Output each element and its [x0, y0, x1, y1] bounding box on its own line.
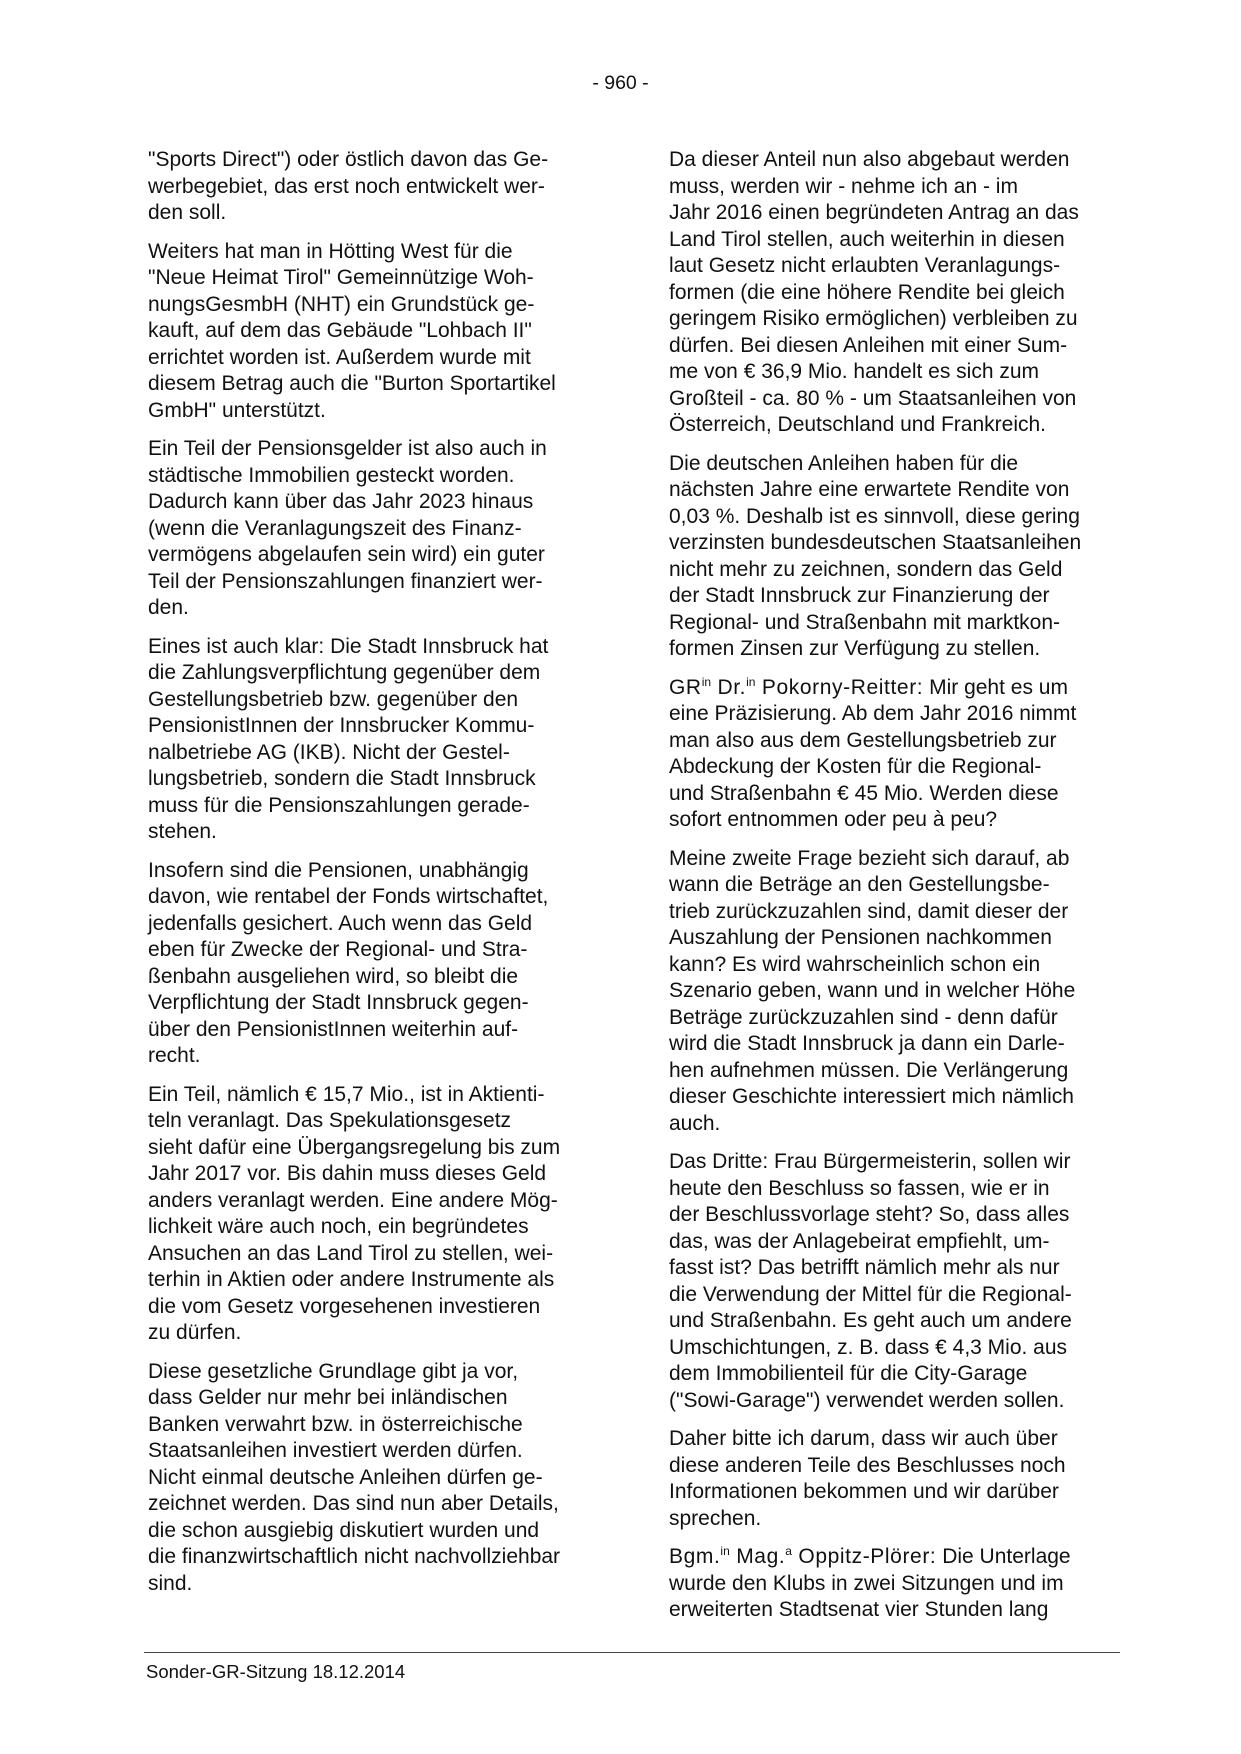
speaker-title: GR: [669, 675, 702, 699]
left-column: [148, 147, 596, 1609]
paragraph: Meine zweite Frage bezieht sich darauf, ab wann die Beträge an den Gestellungsbe- trieb zurückzuzahlen sind, damit dieser der Auszahlung der Pensionen nachkommen kann? Es wird wahrscheinlich schon ein Szenario geben, wann und in welcher Höhe Beträge zurückzuzahlen sind - denn dafür wird die Stadt Innsbruck ja dann ein Darle- hen aufnehmen müssen. Die Verlängerung dieser Geschichte interessiert mich nämlich auch.: [669, 846, 1076, 1135]
speaker-title-superscript: in: [746, 674, 756, 689]
speaker-title: Dr.: [717, 675, 747, 699]
right-paragraphs-middle: [669, 846, 1117, 1533]
speaker-name-oppitz-ploerer: [669, 1545, 936, 1568]
speaker-title: Bgm.: [669, 1545, 721, 1568]
speaker-name-pokorny-reitter: [669, 676, 923, 699]
paragraph: Eines ist auch klar: Die Stadt Innsbruck hat die Zahlungsverpflichtung gegenüber dem Gestellungsbetrieb bzw. gegenüber den PensionistInnen der Innsbrucker Kommu- nalbetriebe AG (IKB). Nicht der Gestel- lungsbetrieb, sondern die Stadt Innsbruck muss für die Pensionszahlungen gerade- stehen.: [148, 634, 549, 843]
speech-text: Mir geht es um eine Präzisierung. Ab dem Jahr 2016 nimmt man also aus dem Gestellungsbetrieb zur Abdeckung der Kosten für die Regional- und Straßenbahn € 45 Mio. Werden diese sofort entnommen oder peu à peu?: [669, 675, 1077, 831]
paragraph: Diese gesetzliche Grundlage gibt ja vor, dass Gelder nur mehr bei inländischen Banken verwahrt bzw. in österreichische Staatsanleihen investiert werden dürfen. Nicht einmal deutsche Anleihen dürfen ge- zeichnet werden. Das sind nun aber Details, die schon ausgiebig diskutiert wurden und die finanzwirtschaftlich nicht nachvollziehbar sind.: [148, 1359, 561, 1595]
speaker-title-superscript: in: [720, 1544, 730, 1558]
speech-text: Die Unterlage wurde den Klubs in zwei Sitzungen und im erweiterten Stadtsenat vier Stunden lang: [669, 1545, 1071, 1621]
right-column: [669, 147, 1117, 1636]
speaker-title-superscript: a: [785, 1544, 792, 1558]
speaker-title-superscript: in: [701, 674, 712, 689]
paragraph: Ein Teil der Pensionsgelder ist also auch in städtische Immobilien gesteckt worden. Dadurch kann über das Jahr 2023 hinaus (wenn die Veranlagungszeit des Finanz- vermögens abgelaufen sein wird) ein guter Teil der Pensionszahlungen finanziert wer- den.: [148, 437, 547, 619]
paragraph: Da dieser Anteil nun also abgebaut werden muss, werden wir - nehme ich an - im Jahr 2016 einen begründeten Antrag an das Land Tirol stellen, auch weiterhin in diesen laut Gesetz nicht erlaubten Veranlagungs- formen (die eine höhere Rendite bei gleich geringem Risiko ermöglichen) verbleiben zu dürfen. Bei diesen Anleihen mit einer Sum- me von € 36,9 Mio. handelt es sich zum Großteil - ca. 80 % - um Staatsanleihen von Österreich, Deutschland und Frankreich.: [669, 148, 1079, 436]
paragraph: Insofern sind die Pensionen, unabhängig davon, wie rentabel der Fonds wirtschaftet, jedenfalls gesichert. Auch wenn das Geld eben für Zwecke der Regional- und Stra- ßenbahn ausgeliehen wird, so bleibt die Verpflichtung der Stadt Innsbruck gegen- über den PensionistInnen weiterhin auf- recht.: [148, 858, 549, 1067]
paragraph: Die deutschen Anleihen haben für die nächsten Jahre eine erwartete Rendite von 0,03 %. Deshalb ist es sinnvoll, diese gering verzinsten bundesdeutschen Staatsanleihen nicht mehr zu zeichnen, sondern das Geld der Stadt Innsbruck zur Finanzierung der Regional- und Straßenbahn mit marktkon- formen Zinsen zur Verfügung zu stellen.: [669, 451, 1082, 660]
speaker-surname: Pokorny-Reitter:: [761, 675, 924, 699]
page-number: - 960 -: [592, 72, 649, 94]
paragraph: Weiters hat man in Hötting West für die "Neue Heimat Tirol" Gemeinnützige Woh- nungsGesmbH (NHT) ein Grundstück ge- kauft, auf dem das Gebäude "Lohbach II" errichtet worden ist. Außerdem wurde mit diesem Betrag auch die "Burton Sportartikel GmbH" unterstützt.: [148, 239, 556, 422]
paragraph: "Sports Direct") oder östlich davon das Ge- werbegebiet, das erst noch entwickelt wer- den soll.: [148, 148, 549, 224]
footer-divider: [144, 1652, 1120, 1653]
paragraph: Daher bitte ich darum, dass wir auch über diese anderen Teile des Beschlusses noch Informationen bekommen und wir darüber sprechen.: [669, 1427, 1066, 1530]
paragraph: Ein Teil, nämlich € 15,7 Mio., ist in Aktienti- teln veranlagt. Das Spekulationsgesetz sieht dafür eine Übergangsregelung bis zum Jahr 2017 vor. Bis dahin muss dieses Geld anders veranlagt werden. Eine andere Mög- lichkeit wäre auch noch, ein begründetes Ansuchen an das Land Tirol zu stellen, wei- terhin in Aktien oder andere Instrumente als die vom Gesetz vorgesehenen investieren zu dürfen.: [148, 1082, 561, 1344]
right-paragraphs-before: [669, 147, 1117, 663]
speaker-title: Mag.: [736, 1545, 786, 1568]
speaker-surname: Oppitz-Plörer:: [798, 1545, 937, 1568]
paragraph: Das Dritte: Frau Bürgermeisterin, sollen wir heute den Beschluss so fassen, wie er in der Beschlussvorlage steht? So, dass alles das, was der Anlagebeirat empfiehlt, um- fasst ist? Das betrifft nämlich mehr als nur die Verwendung der Mittel für die Regional- und Straßenbahn. Es geht auch um andere Umschichtungen, z. B. dass € 4,3 Mio. aus dem Immobilienteil für die City-Garage ("Sowi-Garage") verwendet werden sollen.: [669, 1150, 1072, 1412]
speaker-paragraph-pokorny-reitter: [669, 675, 1117, 834]
footer-session-date: Sonder-GR-Sitzung 18.12.2014: [146, 1661, 406, 1682]
speaker-paragraph-oppitz-ploerer: [669, 1544, 1117, 1624]
